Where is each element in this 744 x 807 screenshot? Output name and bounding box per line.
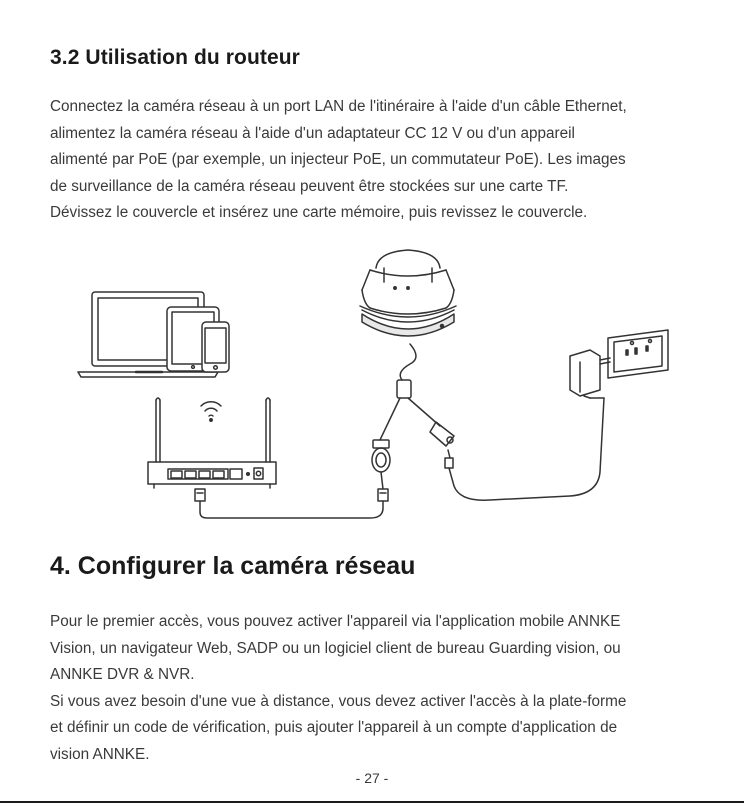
camera-cable [380, 398, 400, 440]
wall-outlet-icon [600, 330, 668, 378]
phone-icon [202, 322, 229, 372]
router-icon [148, 398, 276, 488]
cable-junction [397, 380, 411, 398]
wifi-icon [201, 402, 221, 421]
ethernet-connector-icon [372, 440, 390, 489]
paragraph-line: et définir un code de vérification, puis ajouter l'appareil à un compte d'application de [50, 719, 618, 736]
paragraph-line: Vision, un navigateur Web, SADP ou un logiciel client de bureau Guarding vision, ou [50, 639, 621, 657]
paragraph-line: Pour le premier accès, vous pouvez activer l'appareil via l'application mobile ANNKE [50, 613, 621, 630]
section-title-config: 4. Configurer la caméra réseau [50, 552, 416, 580]
paragraph-line: alimenté par PoE (par exemple, un injecteur PoE, un commutateur PoE). Les images [50, 151, 626, 168]
paragraph-line: vision ANNKE. [50, 745, 150, 763]
connection-diagram [70, 240, 680, 530]
paragraph-line: de surveillance de la caméra réseau peuvent être stockées sur une carte TF. [50, 177, 569, 195]
camera-cable [400, 344, 416, 380]
ethernet-connector-icon [195, 489, 388, 518]
power-adapter-icon [570, 350, 604, 398]
section-title-router: 3.2 Utilisation du routeur [50, 46, 300, 69]
dome-camera-icon [360, 250, 456, 336]
footer-rule [0, 801, 744, 803]
config-paragraph [50, 609, 710, 768]
paragraph-line: Dévissez le couvercle et insérez une carte mémoire, puis revissez le couvercle. [50, 204, 588, 221]
paragraph-line: alimentez la caméra réseau à l'aide d'un adaptateur CC 12 V ou d'un appareil [50, 124, 575, 142]
camera-cable [408, 398, 440, 426]
dc-connector-icon [430, 398, 604, 500]
router-paragraph [50, 94, 710, 227]
page-number: - 27 - [355, 770, 389, 786]
paragraph-line: ANNKE DVR & NVR. [50, 666, 195, 683]
paragraph-line: Connectez la caméra réseau à un port LAN de l'itinéraire à l'aide d'un câble Ethernet, [50, 98, 627, 115]
paragraph-line: Si vous avez besoin d'une vue à distance, vous devez activer l'accès à la plate-forme [50, 692, 627, 710]
